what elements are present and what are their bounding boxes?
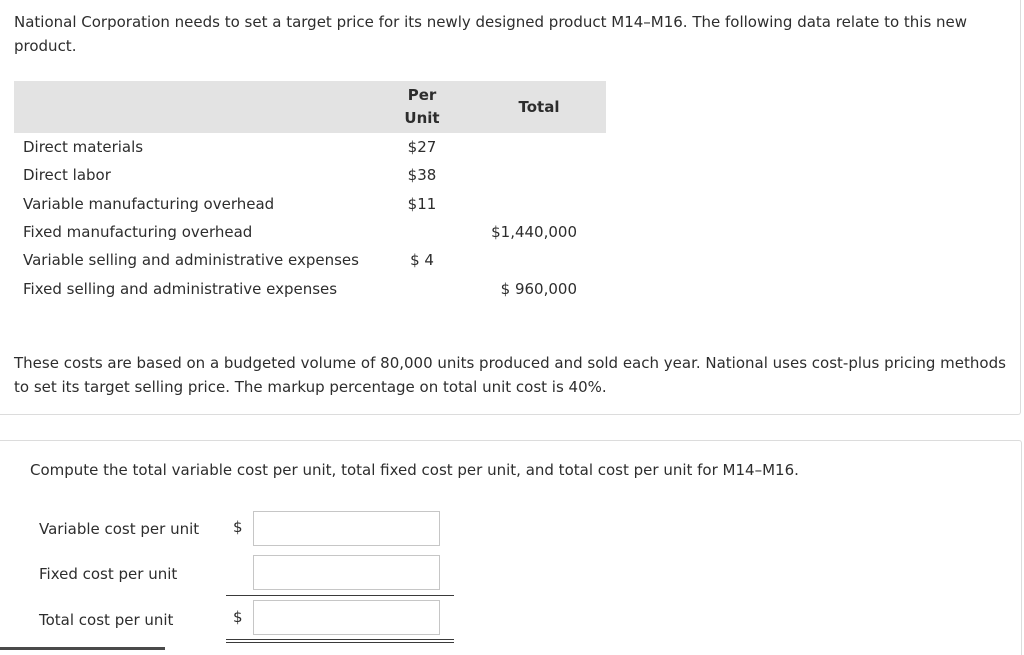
row-label: Direct materials xyxy=(23,138,144,157)
fixed-cost-input[interactable] xyxy=(253,555,440,590)
row-total: $ 960,000 xyxy=(500,279,577,298)
total-cost-currency: $ xyxy=(233,608,243,626)
table-header-row xyxy=(14,81,606,133)
header-per-unit-line1: Per xyxy=(407,86,437,104)
row-label: Fixed selling and administrative expenses xyxy=(23,279,338,298)
table-row xyxy=(14,161,606,189)
table-row xyxy=(14,218,606,246)
row-label: Direct labor xyxy=(23,166,111,185)
table-row xyxy=(14,274,606,302)
fixed-cost-label: Fixed cost per unit xyxy=(39,565,178,583)
row-per-unit xyxy=(372,274,472,302)
table-row xyxy=(14,133,606,161)
total-double-rule-bottom xyxy=(226,642,454,643)
variable-cost-label: Variable cost per unit xyxy=(39,520,200,538)
row-per-unit: $ 4 xyxy=(410,251,434,270)
row-total: $1,440,000 xyxy=(491,223,577,242)
row-total xyxy=(472,190,606,218)
row-total xyxy=(472,133,606,161)
table-row xyxy=(14,190,606,218)
header-total: Total xyxy=(472,81,606,133)
question-instruction: Compute the total variable cost per unit, total fixed cost per unit, and total cost per unit for M14–M16. xyxy=(30,461,799,479)
row-per-unit xyxy=(372,218,472,246)
variable-cost-currency: $ xyxy=(233,518,243,536)
subtotal-rule xyxy=(226,595,454,596)
row-per-unit: $11 xyxy=(407,194,437,213)
row-label: Variable selling and administrative expenses xyxy=(23,251,359,270)
total-cost-input[interactable] xyxy=(253,600,440,635)
header-per-unit-line2: Unit xyxy=(404,109,440,127)
total-double-rule-top xyxy=(226,639,454,640)
total-cost-label: Total cost per unit xyxy=(39,611,174,629)
variable-cost-input[interactable] xyxy=(253,511,440,546)
header-per-unit xyxy=(372,81,472,133)
header-label xyxy=(14,81,372,133)
table-row xyxy=(14,246,606,274)
row-per-unit: $27 xyxy=(407,138,437,157)
problem-intro: National Corporation needs to set a target price for its newly designed product M14–M16. The following data relate to this new product. xyxy=(14,13,968,55)
row-label: Variable manufacturing overhead xyxy=(23,194,275,213)
problem-note: These costs are based on a budgeted volume of 80,000 units produced and sold each year. National uses cost-plus pricing methods to set its target selling price. The markup percentage on total unit cost is 40%. xyxy=(14,354,1006,396)
cost-data-table xyxy=(14,81,606,303)
row-total xyxy=(472,161,606,189)
row-per-unit: $38 xyxy=(407,166,437,185)
row-label: Fixed manufacturing overhead xyxy=(23,223,253,242)
row-total xyxy=(472,246,606,274)
